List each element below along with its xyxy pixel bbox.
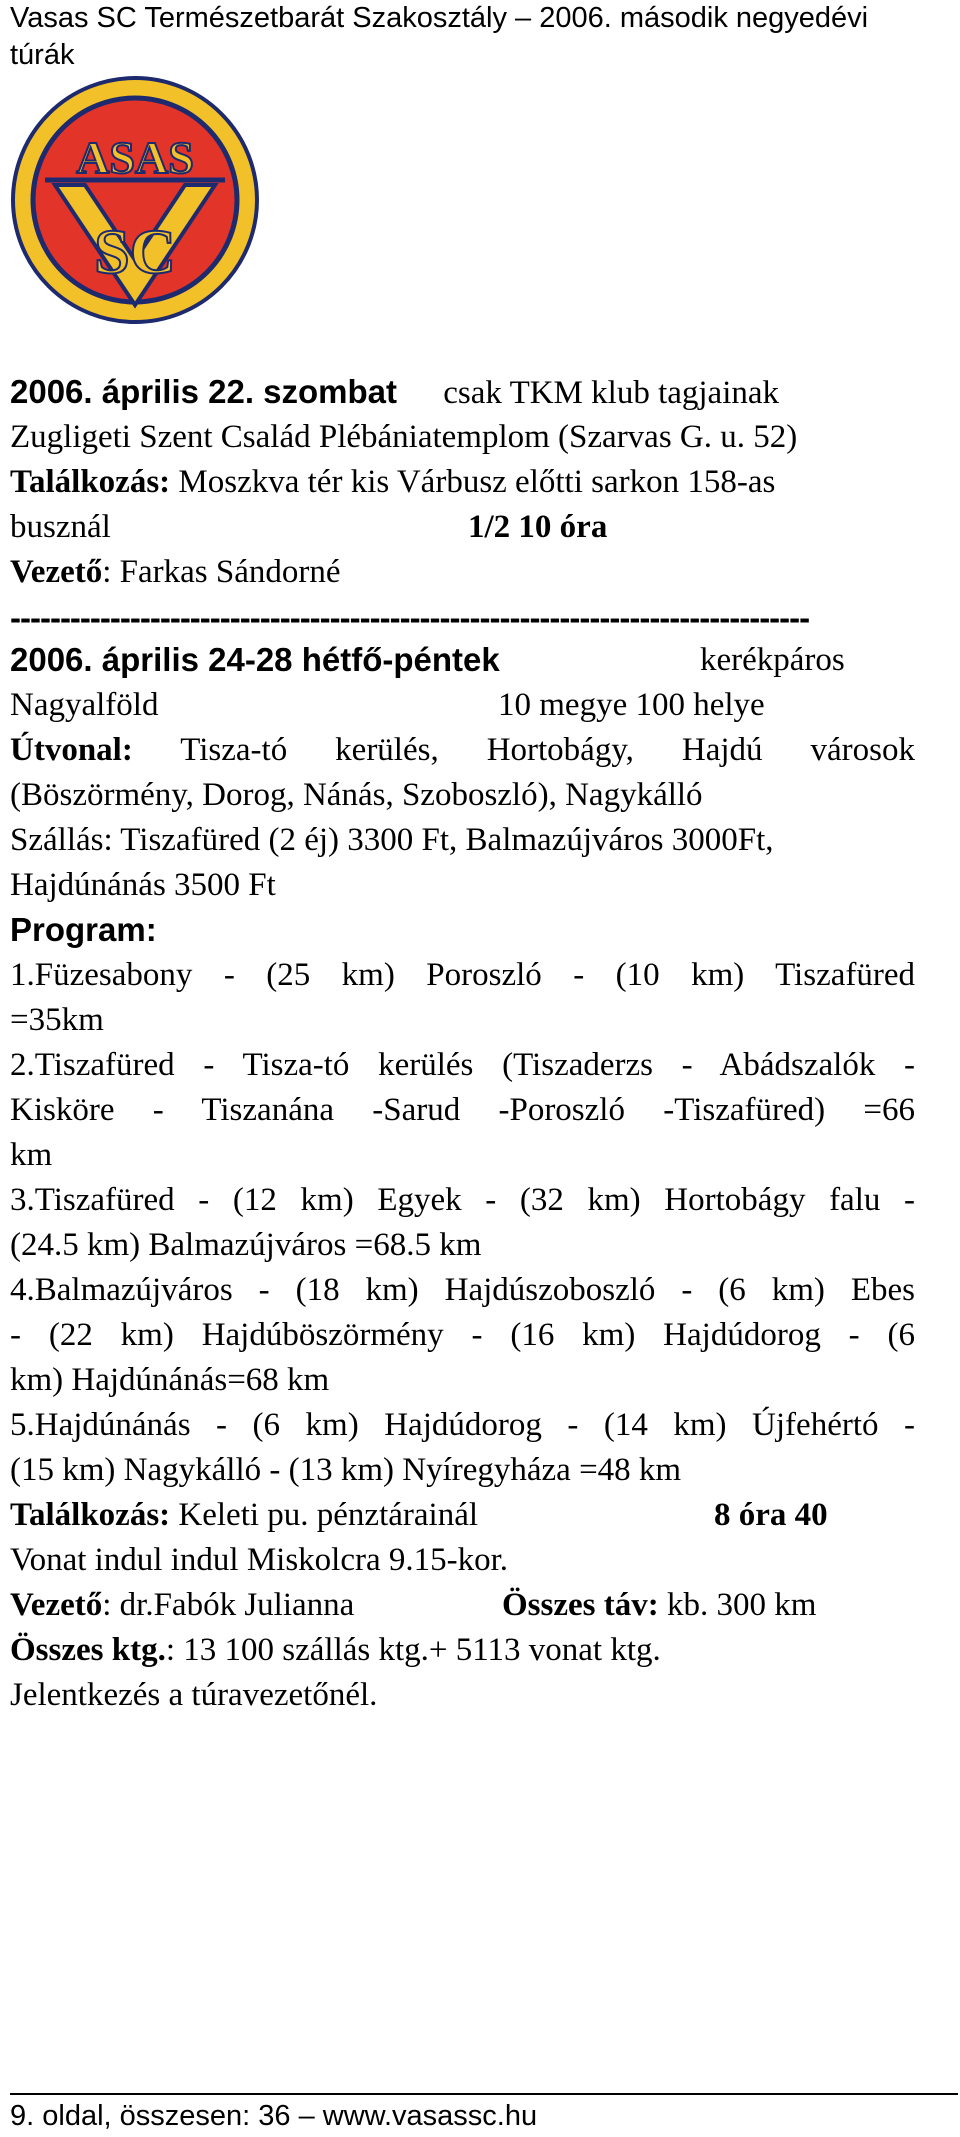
tour1-meeting-cont (10, 505, 608, 549)
tour1-meeting-text2: busznál (10, 509, 111, 545)
tour1-meeting-time: 1/2 10 óra (468, 509, 608, 545)
tour1-leader-name: Farkas Sándorné (119, 554, 341, 590)
tour2-cost-text: : 13 100 szállás ktg.+ 5113 vonat ktg. (165, 1632, 661, 1668)
tour2-heading (10, 638, 845, 683)
tour2-distance-label: Összes táv: (502, 1587, 659, 1623)
page-footer: 9. oldal, összesen: 36 – www.vasassc.hu (10, 2100, 538, 2132)
program-line: 3.Tiszafüred - (12 km) Egyek - (32 km) Hortobágy falu - (10, 1182, 915, 1218)
tour1-place: Zugligeti Szent Család Plébániatemplom (Szarvas G. u. 52) (10, 419, 798, 455)
tour1-meeting-label: Találkozás: (10, 464, 171, 500)
tour2-lodging-1: Szállás: Tiszafüred (2 éj) 3300 Ft, Balmazújváros 3000Ft, (10, 822, 774, 858)
tour1-date: 2006. április 22. szombat (10, 373, 398, 410)
tour1-leader-label: Vezető (10, 554, 103, 590)
tour2-date: 2006. április 24-28 hétfő-péntek (10, 641, 500, 678)
program-line: (24.5 km) Balmazújváros =68.5 km (10, 1227, 482, 1263)
program-line: 5.Hajdúnánás - (6 km) Hajdúdorog - (14 km) Újfehértó - (10, 1407, 915, 1443)
tour2-route (10, 728, 915, 772)
tour2-cost (10, 1628, 661, 1672)
tour2-leader-name: dr.Fabók Julianna (119, 1587, 355, 1623)
tour2-route-text: Tisza-tó kerülés, Hortobágy, Hajdú városok (180, 732, 916, 768)
program-line: 1.Füzesabony - (25 km) Poroszló - (10 km) Tiszafüred (10, 957, 915, 993)
tour2-lodging-2: Hajdúnánás 3500 Ft (10, 867, 276, 903)
tour1-note: csak TKM klub tagjainak (443, 375, 780, 411)
tour1-meeting (10, 460, 775, 504)
tour2-type: kerékpáros (700, 642, 845, 678)
footer-divider (10, 2093, 958, 2095)
program-line: - (22 km) Hajdúböszörmény - (16 km) Hajdúdorog - (6 (10, 1317, 915, 1353)
program-line: 4.Balmazújváros - (18 km) Hajdúszoboszló - (6 km) Ebes (10, 1272, 915, 1308)
program-line: 2.Tiszafüred - Tisza-tó kerülés (Tiszaderzs - Abádszalók - (10, 1047, 915, 1083)
separator-line: -------------------------------------------------------------------------------- (10, 608, 810, 628)
logo-letters-bottom: SC (94, 216, 176, 287)
tour2-region-line (10, 683, 765, 727)
tour2-leader-label: Vezető (10, 1587, 103, 1623)
page-title: Vasas SC Természetbarát Szakosztály – 2006. második negyedévi túrák (10, 2, 869, 71)
tour2-meeting-time: 8 óra 40 (714, 1497, 828, 1533)
logo-letters-top: ASAS (76, 132, 194, 183)
tour2-region: Nagyalföld (10, 687, 159, 723)
tour2-meeting-label: Találkozás: (10, 1497, 171, 1533)
tour1-leader (10, 550, 341, 594)
tour2-route-text2: (Böszörmény, Dorog, Nánás, Szoboszló), Nagykálló (10, 777, 703, 813)
program-line: km) Hajdúnánás=68 km (10, 1362, 330, 1398)
tour2-route-label: Útvonal: (10, 732, 133, 768)
tour2-meeting (10, 1493, 828, 1537)
tour2-program-label: Program: (10, 911, 157, 948)
tour2-region-note: 10 megye 100 helye (498, 687, 765, 723)
tour1-leader-sep: : (102, 554, 112, 590)
tour2-train: Vonat indul indul Miskolcra 9.15-kor. (10, 1542, 509, 1578)
tour2-meeting-text: Keleti pu. pénztárainál (178, 1497, 479, 1533)
tour1-meeting-text: Moszkva tér kis Várbusz előtti sarkon 158-as (178, 464, 776, 500)
program-line: =35km (10, 1002, 104, 1038)
program-line: km (10, 1137, 53, 1173)
program-line: Kisköre - Tiszanána -Sarud -Poroszló -Tiszafüred) =66 (10, 1092, 915, 1128)
tour1-heading (10, 370, 779, 415)
tour2-leader (10, 1583, 817, 1627)
tour2-signup: Jelentkezés a túravezetőnél. (10, 1677, 378, 1713)
program-line: (15 km) Nagykálló - (13 km) Nyíregyháza =48 km (10, 1452, 682, 1488)
vasas-logo (10, 75, 260, 325)
tour2-leader-sep: : (102, 1587, 112, 1623)
tour2-cost-label: Összes ktg. (10, 1632, 166, 1668)
tour2-distance-value: kb. 300 km (666, 1587, 817, 1623)
